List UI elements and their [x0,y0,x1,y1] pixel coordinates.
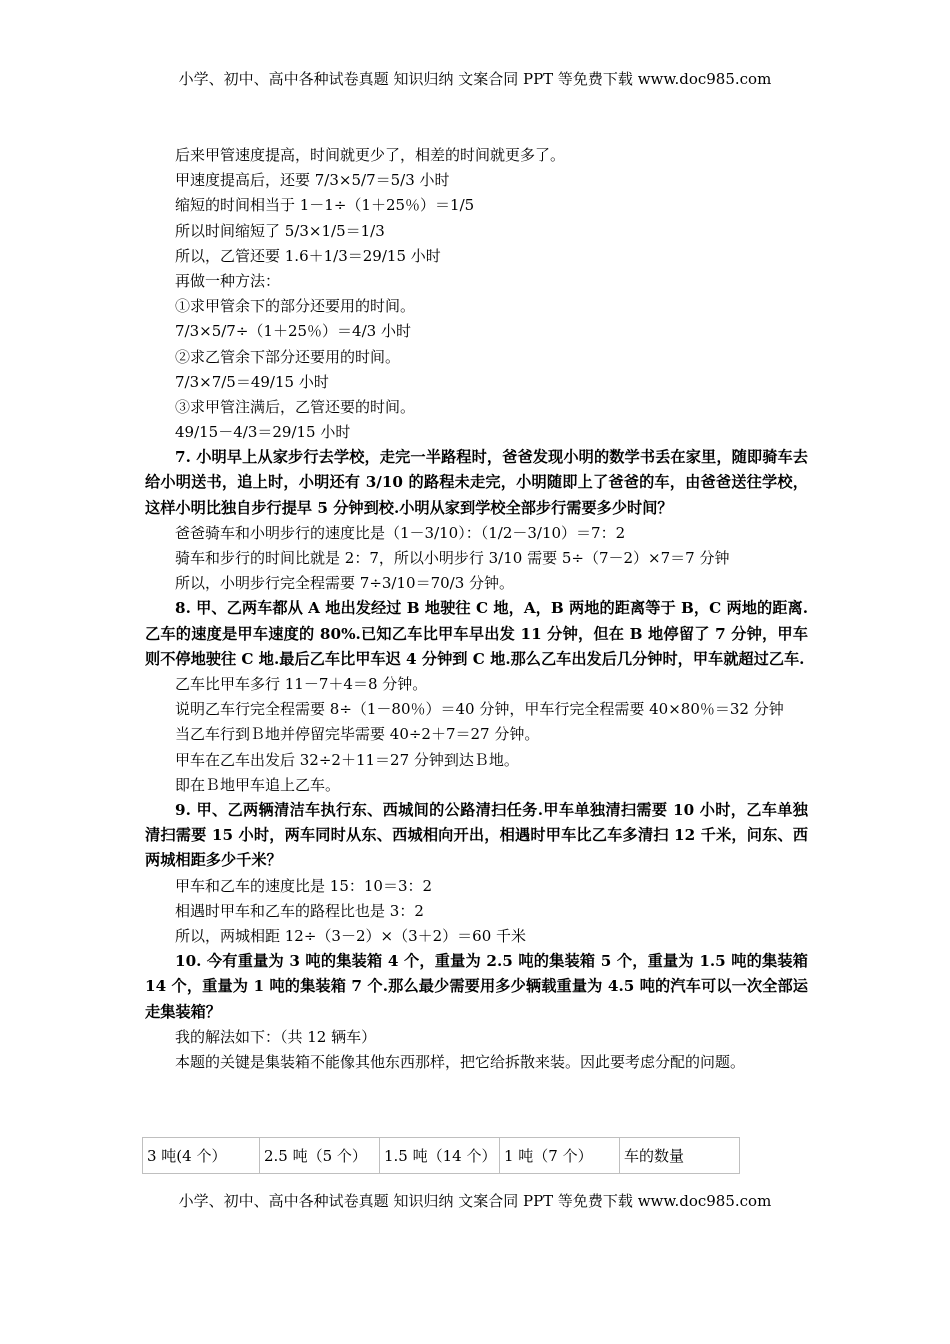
question-8 [145,596,808,672]
solution-line: 7/3×5/7÷（1＋25％）＝4/3 小时 [175,322,411,341]
question-9-text: 9. 甲、乙两辆清洁车执行东、西城间的公路清扫任务.甲车单独清扫需要 10 小时，乙车单独清扫需要 15 小时，两车同时从东、西城相向开出，相遇时甲车比乙车多清扫 12 千米，问东、西两城相距多少千米？ [145,800,808,870]
solution-6 [145,143,808,445]
answer-line: 相遇时甲车和乙车的路程比也是 3：2 [175,901,424,920]
container-table [142,1137,740,1174]
solution-line: 所以，乙管还要 1.6＋1/3＝29/15 小时 [175,246,441,265]
page-header: 小学、初中、高中各种试卷真题 知识归纳 文案合同 PPT 等免费下载 www.doc985.com [178,70,772,88]
solution-line: ①求甲管余下的部分还要用的时间。 [175,297,416,316]
answer-line: 甲车和乙车的速度比是 15：10＝3：2 [175,876,433,895]
table-header-cell: 2.5 吨（5 个） [260,1138,380,1174]
solution-line: ③求甲管注满后，乙管还要的时间。 [175,397,416,416]
answer-line: 我的解法如下：（共 12 辆车） [175,1027,377,1046]
answer-line: 即在Ｂ地甲车追上乙车。 [175,775,341,794]
table-header-cell: 3 吨(4 个） [143,1138,260,1174]
solution-line: 甲速度提高后，还要 7/3×5/7＝5/3 小时 [175,171,450,190]
solution-line: 再做一种方法： [175,271,281,290]
page-footer: 小学、初中、高中各种试卷真题 知识归纳 文案合同 PPT 等免费下载 www.doc985.com [178,1192,772,1210]
solution-line: 49/15－4/3＝29/15 小时 [175,423,351,442]
answer-line: 骑车和步行的时间比就是 2：7，所以小明步行 3/10 需要 5÷（7－2）×7＝7 分钟 [175,549,730,568]
solution-line: 缩短的时间相当于 1－1÷（1＋25％）＝1/5 [175,196,475,215]
answer-line: 爸爸骑车和小明步行的速度比是（1－3/10）：（1/2－3/10）＝7：2 [175,523,626,542]
solution-line: ②求乙管余下部分还要用的时间。 [175,347,401,366]
question-9 [145,798,808,874]
question-7-text: 7. 小明早上从家步行去学校，走完一半路程时，爸爸发现小明的数学书丢在家里，随即骑车去给小明送书，追上时，小明还有 3/10 的路程未走完，小明随即上了爸爸的车，由爸爸送往学校，这样小明比独自步行提早 5 分钟到校.小明从家到学校全部步行需要多少时间？ [145,448,808,517]
answer-line: 说明乙车行完全程需要 8÷（1－80％）＝40 分钟，甲车行完全程需要 40×80％＝32 分钟 [175,700,784,719]
table-header-cell: 1.5 吨（14 个） [380,1138,500,1174]
answer-line: 所以，小明步行完全程需要 7÷3/10＝70/3 分钟。 [175,574,515,593]
solution-line: 所以时间缩短了 5/3×1/5＝1/3 [175,221,385,240]
answer-line: 甲车在乙车出发后 32÷2＋11＝27 分钟到达Ｂ地。 [175,750,519,769]
question-10 [145,949,808,1025]
solution-line: 7/3×7/5＝49/15 小时 [175,372,329,391]
table-header-row [143,1138,740,1174]
answer-line: 乙车比甲车多行 11－7＋4＝8 分钟。 [175,675,428,694]
question-7 [145,445,808,521]
document-body [145,143,808,1075]
table-header-cell: 1 吨（7 个） [500,1138,620,1174]
answer-line: 本题的关键是集装箱不能像其他东西那样，把它给拆散来装。因此要考虑分配的问题。 [175,1052,746,1071]
answer-line: 当乙车行到Ｂ地并停留完毕需要 40÷2＋7＝27 分钟。 [175,725,540,744]
question-10-text: 10. 今有重量为 3 吨的集装箱 4 个，重量为 2.5 吨的集装箱 5 个，重量为 1.5 吨的集装箱 14 个，重量为 1 吨的集装箱 7 个.那么最少需要用多少辆载重量为 4.5 吨的汽车可以一次全部运走集装箱？ [145,952,808,1021]
solution-line: 后来甲管速度提高，时间就更少了，相差的时间就更多了。 [175,146,566,164]
question-8-text: 8. 甲、乙两车都从 A 地出发经过 B 地驶往 C 地，A，B 两地的距离等于 B，C 两地的距离.乙车的速度是甲车速度的 80%.已知乙车比甲车早出发 11 分钟，但在 B 地停留了 7 分钟，甲车则不停地驶往 C 地.最后乙车比甲车迟 4 分钟到 C 地.那么乙车出发后几分钟时，甲车就超过乙车. [145,599,808,668]
answer-line: 所以，两城相距 12÷（3－2）×（3＋2）＝60 千米 [175,926,527,945]
table-header-cell: 车的数量 [620,1138,740,1174]
